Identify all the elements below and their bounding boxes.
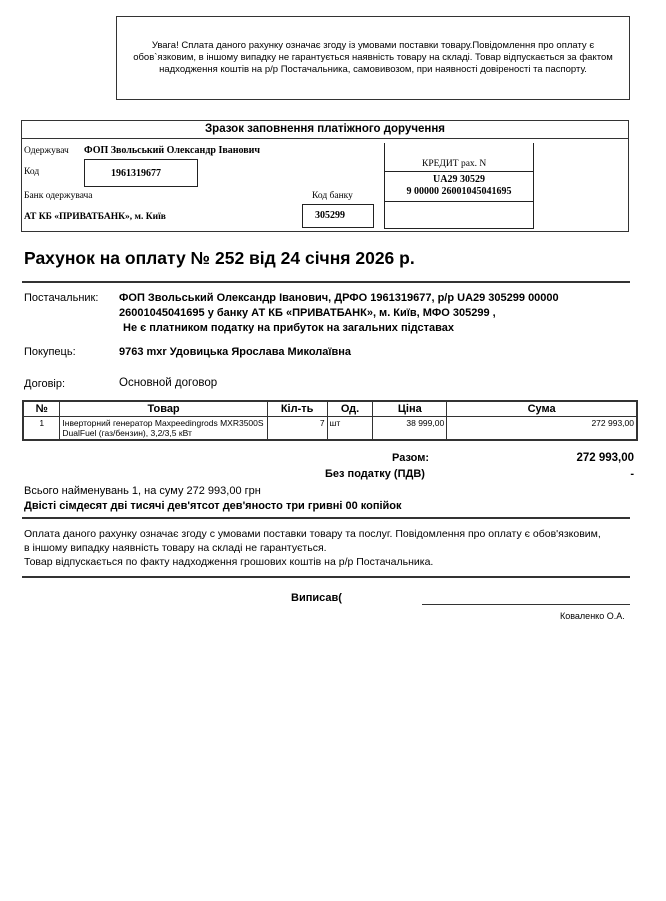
terms-line-3: Товар відпускається по факту надходження грошових коштів на р/р Постачальника. xyxy=(24,556,434,568)
total-label: Разом: xyxy=(392,452,430,464)
supplier-line-3: Не є платником податку на прибуток на загальних підставах xyxy=(123,322,454,334)
header-num: № xyxy=(23,401,60,417)
total-value: 272 993,00 xyxy=(576,452,634,464)
row-num: 1 xyxy=(23,417,60,441)
buyer-label: Покупець: xyxy=(24,346,76,358)
bank-code-label: Код банку xyxy=(312,191,353,201)
contract-value: Основной договор xyxy=(119,377,218,389)
vat-label: Без податку (ПДВ) xyxy=(325,468,425,480)
items-table xyxy=(22,400,638,441)
row-price: 38 999,00 xyxy=(373,417,447,441)
table-row xyxy=(23,417,637,441)
supplier-value xyxy=(119,291,559,336)
payment-order-sample xyxy=(21,120,629,232)
row-product: Інверторний генератор Maxpeedingrods MXR3500S DualFuel (газ/бензин), 3,2/3,5 кВт xyxy=(60,417,267,441)
invoice-title: Рахунок на оплату № 252 від 24 січня 2026 р. xyxy=(24,248,415,268)
divider xyxy=(384,228,534,229)
header-sum: Сума xyxy=(447,401,637,417)
recipient-value: ФОП Звольський Олександр Іванович xyxy=(84,145,261,156)
credit-line-2: 9 00000 26001045041695 xyxy=(406,186,512,197)
items-count-line: Всього найменувань 1, на суму 272 993,00 грн xyxy=(24,485,261,497)
bank-label: Банк одержувача xyxy=(24,191,93,201)
divider xyxy=(22,138,628,139)
payment-order-title: Зразок заповнення платіжного доручення xyxy=(204,123,446,135)
divider xyxy=(22,281,630,283)
credit-line-1: UA29 30529 xyxy=(433,174,485,185)
header-price: Ціна xyxy=(373,401,447,417)
amount-in-words: Двісті сімдесят дві тисячі дев'ятсот дев'яносто три гривні 00 копійок xyxy=(24,500,402,512)
terms-text xyxy=(24,527,601,569)
recipient-label: Одержувач xyxy=(24,146,69,156)
bank-value: АТ КБ «ПРИВАТБАНК», м. Київ xyxy=(24,212,166,222)
terms-line-2: в іншому випадку наявність товару на складі не гарантується. xyxy=(24,542,327,554)
row-sum: 272 993,00 xyxy=(447,417,637,441)
signature-label: Виписав( xyxy=(291,592,342,604)
header-product: Товар xyxy=(60,401,267,417)
code-label: Код xyxy=(24,167,40,177)
signer-name: Коваленко О.А. xyxy=(560,611,625,621)
credit-box xyxy=(384,171,534,202)
supplier-line-2: 26001045041695 у банку АТ КБ «ПРИВАТБАНК», м. Київ, МФО 305299 , xyxy=(119,307,496,319)
divider xyxy=(22,517,630,519)
header-qty: Кіл-ть xyxy=(267,401,327,417)
vat-value: - xyxy=(630,468,634,480)
contract-label: Договір: xyxy=(24,378,66,390)
supplier-line-1: ФОП Звольський Олександр Іванович, ДРФО 1961319677, р/р UA29 305299 00000 xyxy=(119,292,559,304)
buyer-value: 9763 mxr Удовицька Ярослава Миколаївна xyxy=(119,346,352,358)
bank-code-box xyxy=(302,204,374,228)
payment-notice-text: Увага! Сплата даного рахунку означає згоду із умовами поставки товару.Повідомлення про оплату є обов`язковим, в іншому випадку не гарантується наявність товару на складі. Товар відпускається за фактом надходження коштів на р/р Постачальника, самовивозом, при наявності довіреності та паспорту. xyxy=(133,40,613,75)
terms-line-1: Оплата даного рахунку означає згоду с умовами поставки товару та послуг. Повідомлення про оплату є обов'язковим, xyxy=(24,528,601,540)
bank-code-value: 305299 xyxy=(315,210,345,221)
row-qty: 7 xyxy=(267,417,327,441)
code-box xyxy=(84,159,198,187)
code-value: 1961319677 xyxy=(111,168,161,179)
divider xyxy=(22,576,630,578)
table-header-row xyxy=(23,401,637,417)
signature-line xyxy=(422,604,630,605)
header-unit: Од. xyxy=(327,401,373,417)
supplier-label: Постачальник: xyxy=(24,292,99,304)
row-unit: шт xyxy=(327,417,373,441)
credit-label: КРЕДИТ рах. N xyxy=(422,159,487,169)
payment-notice xyxy=(116,16,630,100)
